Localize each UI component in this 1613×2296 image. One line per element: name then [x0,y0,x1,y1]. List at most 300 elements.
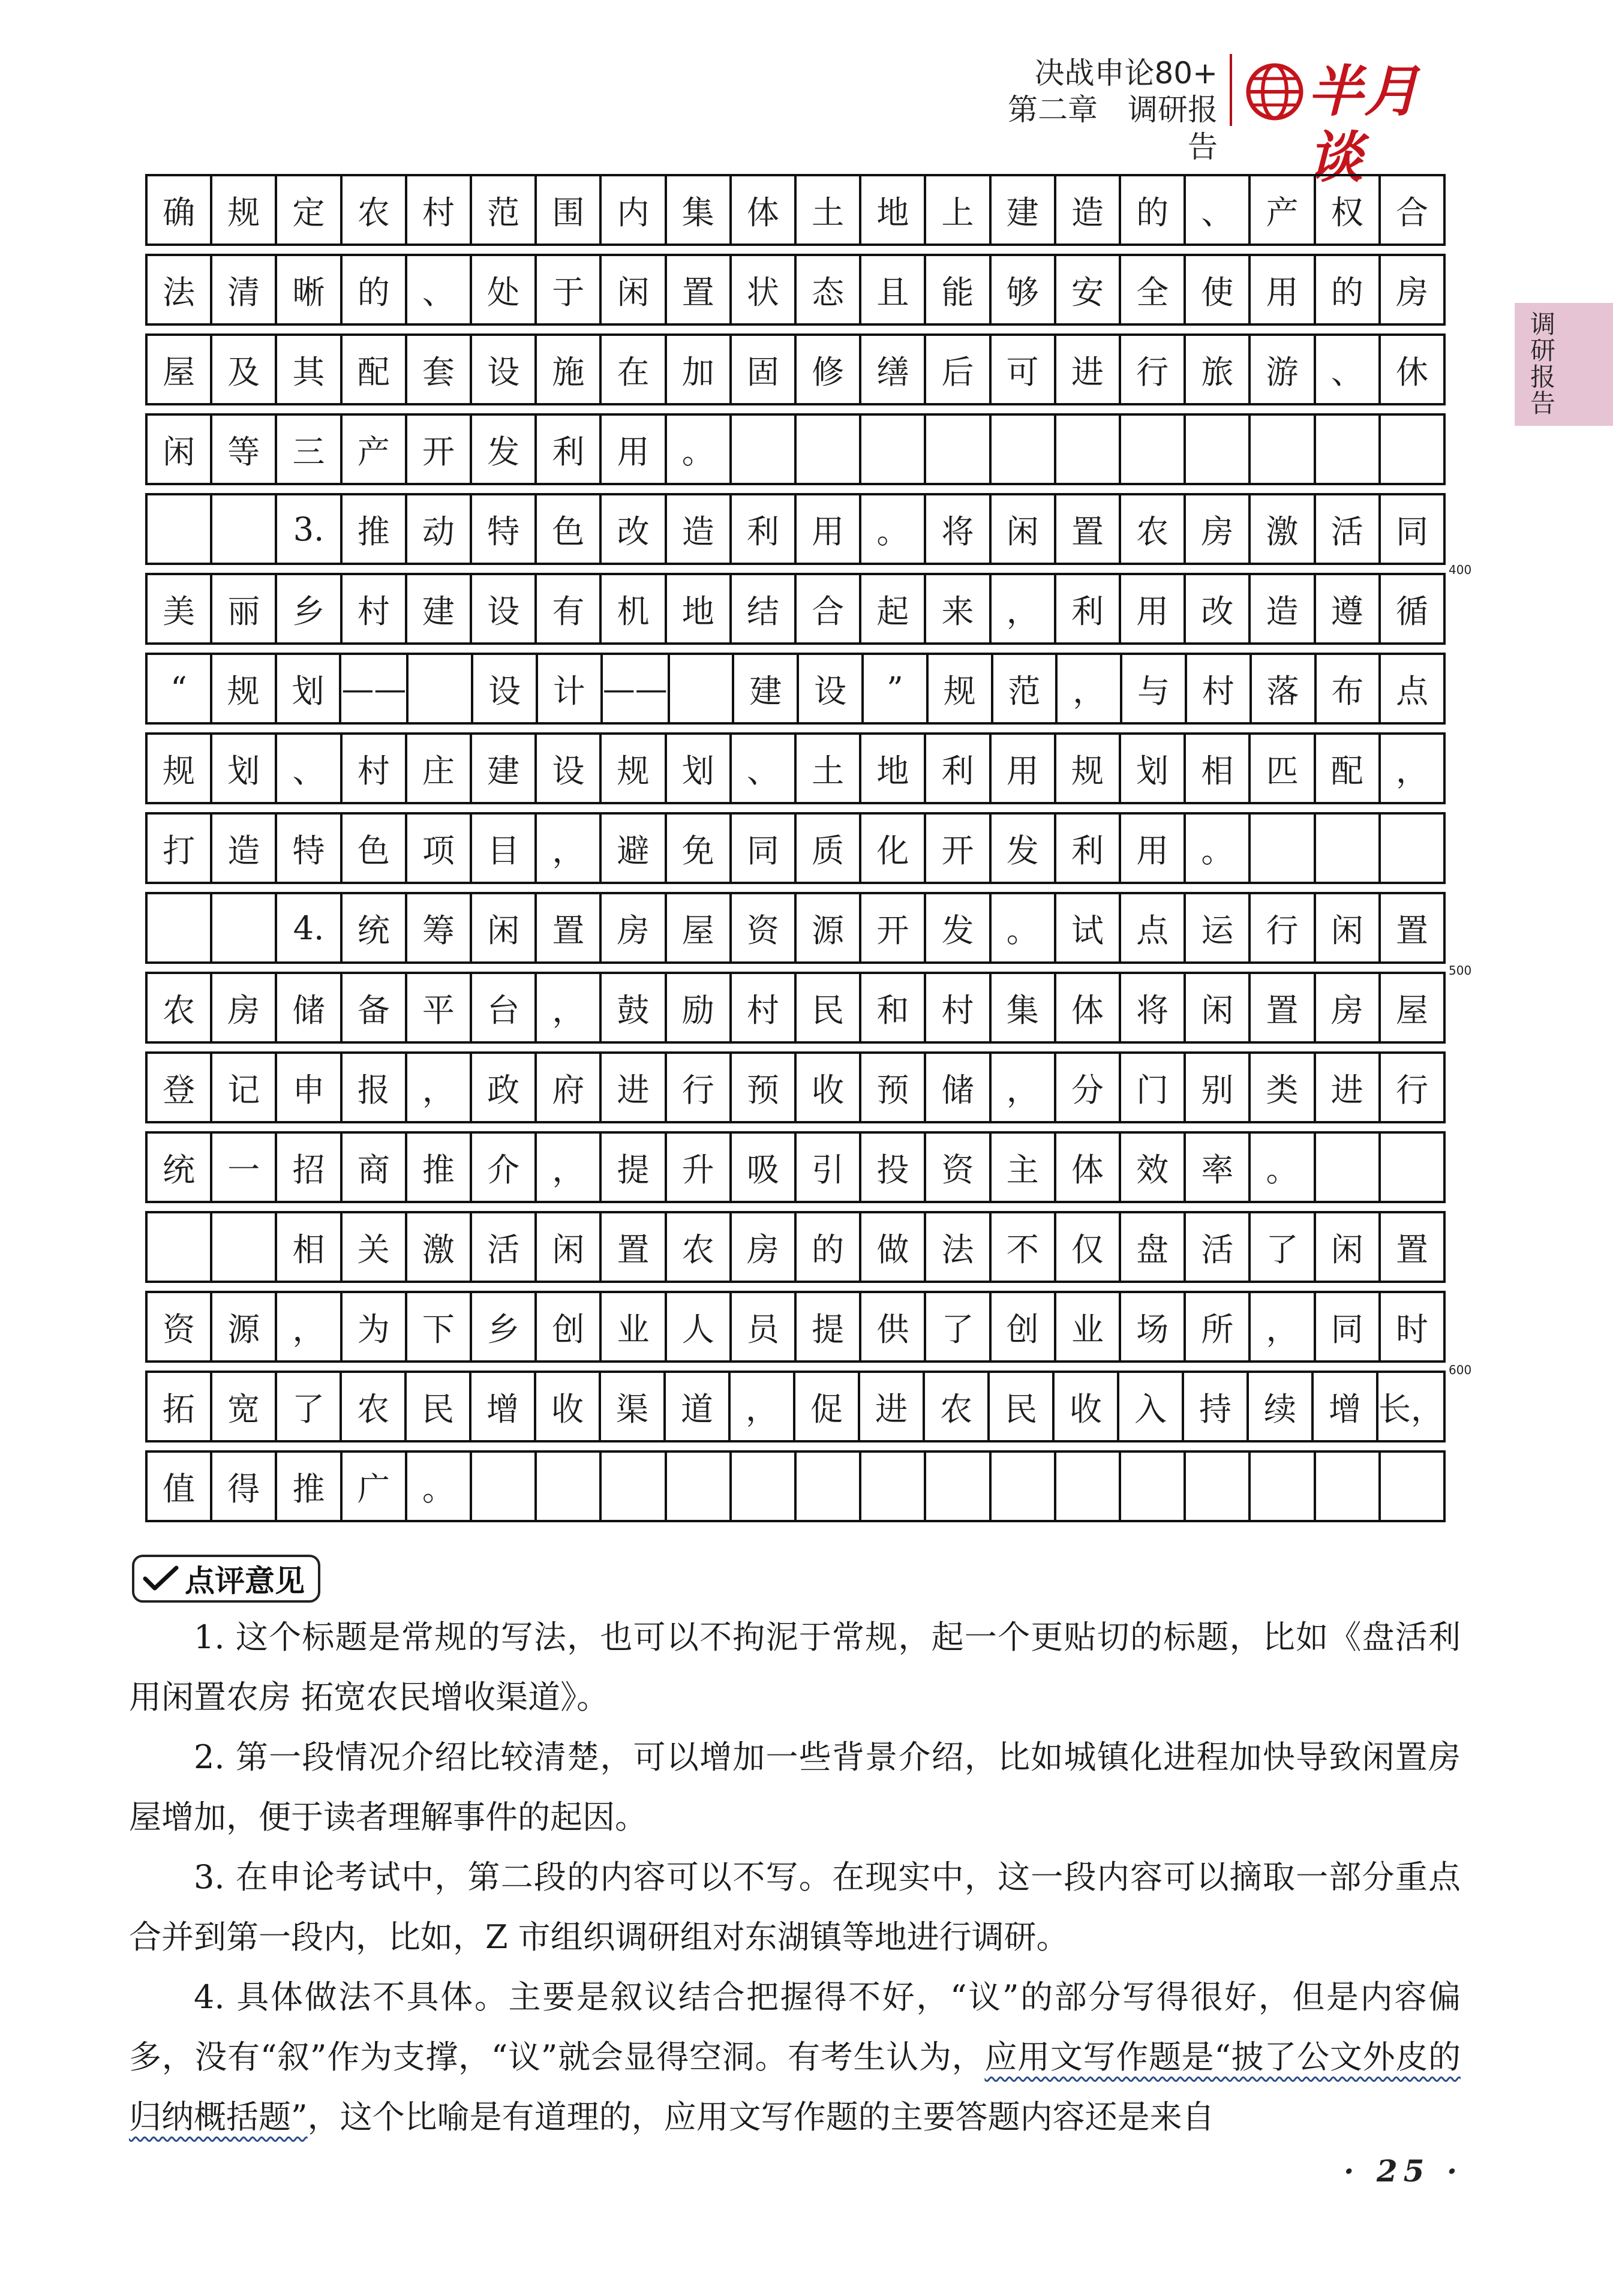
grid-cell: 利 [537,416,602,483]
grid-cell: 闲 [472,894,537,961]
grid-cell: 用 [1121,815,1186,882]
grid-cell: 缮 [861,336,926,403]
grid-cell: 申 [277,1054,342,1121]
grid-cell: 关 [343,1213,407,1281]
grid-cell: 得 [212,1453,277,1520]
grid-cell: 固 [732,336,797,403]
grid-cell: 台 [472,974,537,1041]
grid-cell: 分 [1056,1054,1121,1121]
grid-cell: 规 [1056,735,1121,802]
grid-cell: 。 [667,416,732,483]
grid-cell: 置 [1251,974,1315,1041]
grid-cell: 用 [602,416,666,483]
grid-cell: 广 [343,1453,407,1520]
grid-cell: 避 [602,815,666,882]
grid-cell: 法 [148,256,212,323]
header-text [990,55,1218,166]
grid-cell: 的 [797,1213,861,1281]
grid-cell: 结 [732,575,797,642]
grid-cell: 开 [926,815,991,882]
grid-cell: 配 [1316,735,1381,802]
grid-cell: ， [1251,1293,1315,1360]
grid-cell: 地 [861,176,926,244]
grid-cell: 三 [277,416,342,483]
grid-cell: 鼓 [602,974,666,1041]
grid-cell: 后 [926,336,991,403]
grid-cell: 政 [472,1054,537,1121]
grid-cell: 房 [732,1213,797,1281]
grid-cell: 产 [343,416,407,483]
grid-row [145,254,1446,326]
grid-cell: 闲 [1316,894,1381,961]
grid-cell: 投 [861,1134,926,1201]
grid-cell: 造 [1251,575,1315,642]
grid-cell: 效 [1121,1134,1186,1201]
grid-row [145,493,1446,565]
grid-cell: 合 [797,575,861,642]
grid-cell: 产 [1251,176,1315,244]
grid-row [145,1450,1446,1522]
chapter-side-tab [1515,303,1613,426]
grid-cell: 村 [407,176,472,244]
grid-cell: 源 [797,894,861,961]
grid-cell: 休 [1381,336,1446,403]
grid-cell: 造 [212,815,277,882]
grid-cell: 匹 [1251,735,1315,802]
grid-cell: 。 [407,1453,472,1520]
grid-cell: 农 [1121,495,1186,563]
grid-cell: 色 [537,495,602,563]
grid-cell [1381,1134,1446,1201]
grid-cell: 进 [1056,336,1121,403]
grid-cell: 划 [667,735,732,802]
grid-cell [926,416,991,483]
grid-cell: 设 [472,336,537,403]
grid-cell: 布 [1317,655,1381,722]
grid-cell: 、 [732,735,797,802]
globe-icon [1245,62,1305,122]
grid-cell [537,1453,602,1520]
grid-cell: 起 [861,575,926,642]
grid-cell [1316,1453,1381,1520]
grid-cell: 激 [407,1213,472,1281]
grid-cell: 创 [537,1293,602,1360]
book-title: 决战申论80+ [1034,56,1218,91]
grid-cell: 规 [148,735,212,802]
grid-cell: 计 [538,655,603,722]
grid-cell: 运 [1186,894,1251,961]
grid-cell: 收 [797,1054,861,1121]
grid-cell: 等 [212,416,277,483]
grid-cell: 游 [1251,336,1315,403]
grid-cell: 资 [148,1293,212,1360]
comment-p4-highlight: 应用文写作题是“披了公文外皮的归纳概括题” [129,2038,1461,2136]
grid-cell: ， [537,815,602,882]
grid-cell: 发 [472,416,537,483]
grid-cell: 、 [407,256,472,323]
grid-cell: 落 [1252,655,1317,722]
grid-cell: 道 [666,1373,731,1440]
grid-cell: 集 [992,974,1056,1041]
manuscript-grid [145,174,1446,1530]
grid-cell: 农 [342,1373,407,1440]
grid-cell: 在 [602,336,666,403]
grid-cell: ， [992,575,1056,642]
grid-row [145,174,1446,246]
grid-cell: 将 [1121,974,1186,1041]
grid-cell: 闲 [992,495,1056,563]
grid-cell: 房 [212,974,277,1041]
grid-cell: 平 [407,974,472,1041]
grid-cell [732,1453,797,1520]
grid-cell [861,416,926,483]
grid-cell: 活 [472,1213,537,1281]
grid-cell: 报 [343,1054,407,1121]
grid-cell: 预 [732,1054,797,1121]
grid-cell: 闲 [537,1213,602,1281]
grid-cell: 别 [1186,1054,1251,1121]
grid-cell: 开 [407,416,472,483]
grid-cell: 励 [667,974,732,1041]
grid-cell [148,495,212,563]
grid-cell: 、 [1316,336,1381,403]
grid-cell: 有 [537,575,602,642]
grid-cell: 增 [471,1373,536,1440]
grid-row [145,1131,1446,1203]
grid-cell: 村 [343,575,407,642]
grid-cell: 筹 [407,894,472,961]
grid-cell: 机 [602,575,666,642]
grid-cell: 定 [277,176,342,244]
grid-cell: ， [537,974,602,1041]
grid-cell [992,416,1056,483]
grid-cell: 村 [343,735,407,802]
grid-cell: 发 [992,815,1056,882]
grid-cell: 资 [926,1134,991,1201]
grid-cell: ， [407,1054,472,1121]
word-count-mark-400: 400 [1449,563,1472,577]
grid-cell: 进 [602,1054,666,1121]
grid-cell [1251,815,1315,882]
grid-cell: 了 [926,1293,991,1360]
grid-cell: 闲 [1316,1213,1381,1281]
grid-cell: 时 [1381,1293,1446,1360]
grid-cell: 。 [992,894,1056,961]
grid-cell: 集 [667,176,732,244]
grid-cell: 的 [1121,176,1186,244]
grid-cell: 丽 [212,575,277,642]
grid-cell: 房 [1186,495,1251,563]
grid-cell: 和 [861,974,926,1041]
grid-cell: 点 [1381,655,1446,722]
grid-cell: 划 [212,735,277,802]
grid-cell: 渠 [601,1373,666,1440]
grid-cell: 利 [732,495,797,563]
grid-cell [1121,1453,1186,1520]
grid-cell: 4. [277,894,342,961]
grid-cell: 用 [797,495,861,563]
grid-cell: 确 [148,176,212,244]
grid-cell: 业 [1056,1293,1121,1360]
grid-cell: 创 [992,1293,1056,1360]
grid-cell: 的 [1316,256,1381,323]
grid-row [145,413,1446,485]
grid-cell: 土 [797,176,861,244]
grid-cell: ， [731,1373,795,1440]
grid-cell: “ [148,655,212,722]
grid-cell: 盘 [1121,1213,1186,1281]
grid-cell: 循 [1381,575,1446,642]
grid-cell [212,894,277,961]
grid-cell: 动 [407,495,472,563]
grid-cell: 屋 [148,336,212,403]
grid-cell: 长， [1378,1373,1446,1440]
grid-cell: 置 [1381,1213,1446,1281]
chapter-title: 第二章 调研报告 [1008,92,1218,164]
grid-cell [992,1453,1056,1520]
grid-cell: 促 [795,1373,860,1440]
grid-cell: 及 [212,336,277,403]
grid-row [145,1051,1446,1123]
grid-cell: 其 [277,336,342,403]
grid-cell: 门 [1121,1054,1186,1121]
grid-cell: 建 [992,176,1056,244]
grid-cell: 晰 [277,256,342,323]
grid-cell: 发 [926,894,991,961]
grid-cell: 房 [1381,256,1446,323]
grid-cell: 全 [1121,256,1186,323]
grid-cell: 旅 [1186,336,1251,403]
grid-cell: 类 [1251,1054,1315,1121]
grid-cell: 为 [343,1293,407,1360]
grid-cell: 。 [1186,815,1251,882]
grid-cell: 划 [1121,735,1186,802]
grid-cell: 农 [148,974,212,1041]
grid-cell: 造 [1056,176,1121,244]
grid-cell: 造 [667,495,732,563]
grid-row [145,1371,1446,1442]
grid-cell: ， [1058,655,1122,722]
grid-cell: 活 [1316,495,1381,563]
grid-cell: 配 [343,336,407,403]
grid-cell: 增 [1314,1373,1378,1440]
grid-cell: 加 [667,336,732,403]
brand-logo [1245,59,1473,190]
grid-cell: 行 [1121,336,1186,403]
grid-cell: 入 [1119,1373,1184,1440]
grid-cell: 提 [602,1134,666,1201]
grid-cell [797,1453,861,1520]
grid-cell: 安 [1056,256,1121,323]
grid-cell: 用 [1121,575,1186,642]
grid-cell: 了 [1251,1213,1315,1281]
grid-cell: 使 [1186,256,1251,323]
grid-cell: 房 [1316,974,1381,1041]
grid-cell: 建 [407,575,472,642]
grid-cell: 法 [926,1213,991,1281]
word-count-mark-600: 600 [1449,1363,1472,1377]
grid-cell: 记 [212,1054,277,1121]
grid-cell: 业 [602,1293,666,1360]
grid-cell: 合 [1381,176,1446,244]
grid-cell: 围 [537,176,602,244]
grid-cell: 权 [1316,176,1381,244]
grid-cell: 府 [537,1054,602,1121]
grid-cell [148,894,212,961]
grid-cell: 规 [212,655,277,722]
comment-body [129,1607,1461,2147]
grid-cell: 将 [926,495,991,563]
header-divider [1230,54,1232,126]
grid-cell: 可 [992,336,1056,403]
grid-cell: 预 [861,1054,926,1121]
grid-cell: 用 [1251,256,1315,323]
grid-cell: 置 [602,1213,666,1281]
grid-cell: 员 [732,1293,797,1360]
grid-cell [1316,815,1381,882]
grid-cell: 置 [1056,495,1121,563]
grid-cell: 同 [1381,495,1446,563]
grid-cell [1186,416,1251,483]
grid-cell: 值 [148,1453,212,1520]
comment-paragraph-3: 3. 在申论考试中，第二段的内容可以不写。在现实中，这一段内容可以摘取一部分重点合并到第一段内，比如，Z 市组织调研组对东湖镇等地进行调研。 [129,1858,1461,1956]
grid-cell: 所 [1186,1293,1251,1360]
grid-cell: ” [864,655,929,722]
grid-cell: 闲 [602,256,666,323]
grid-cell: 内 [602,176,666,244]
grid-cell: 不 [992,1213,1056,1281]
grid-cell: 吸 [732,1134,797,1201]
grid-cell: 农 [667,1213,732,1281]
grid-cell: 范 [993,655,1058,722]
grid-cell: 套 [407,336,472,403]
grid-cell: 场 [1121,1293,1186,1360]
grid-cell: 与 [1122,655,1187,722]
grid-row [145,573,1446,645]
grid-row [145,1291,1446,1363]
grid-cell: 进 [1316,1054,1381,1121]
grid-cell: 民 [990,1373,1055,1440]
grid-cell: 行 [1251,894,1315,961]
grid-cell: 持 [1184,1373,1249,1440]
grid-cell: 升 [667,1134,732,1201]
grid-cell: 处 [472,256,537,323]
grid-cell: 能 [926,256,991,323]
grid-cell: 同 [732,815,797,882]
grid-cell [797,416,861,483]
comment-p4-start: 4. 具体做法不具体。主要是叙议结合把握得不好，“议”的部分写得很好，但是内容偏多，没有“叙”作为支撑，“议”就会显得空洞。有考生认为， [129,1978,1461,2076]
grid-cell: 利 [926,735,991,802]
side-tab-label: 调研报告 [1530,309,1555,418]
grid-cell: 修 [797,336,861,403]
grid-cell: 相 [1186,735,1251,802]
grid-cell: 来 [926,575,991,642]
comment-p4-end: ，这个比喻是有道理的，应用文写作题的主要答题内容还是来自 [307,2098,1215,2136]
grid-cell [1056,416,1121,483]
grid-cell: 资 [732,894,797,961]
grid-cell: 建 [472,735,537,802]
grid-cell: 够 [992,256,1056,323]
grid-cell: 村 [732,974,797,1041]
grid-cell: 活 [1186,1213,1251,1281]
grid-cell: 民 [797,974,861,1041]
grid-row [145,892,1446,964]
page-number: · 25 · [1344,2153,1464,2189]
grid-cell: 清 [212,256,277,323]
grid-cell: 规 [602,735,666,802]
grid-cell: 进 [860,1373,925,1440]
grid-cell: 仅 [1056,1213,1121,1281]
grid-cell: 设 [799,655,864,722]
grid-cell: 下 [407,1293,472,1360]
grid-cell [667,1453,732,1520]
grid-cell: 特 [472,495,537,563]
grid-cell: 统 [343,894,407,961]
grid-cell: 改 [1186,575,1251,642]
grid-cell: 体 [1056,1134,1121,1201]
grid-cell: 于 [537,256,602,323]
grid-cell: 色 [343,815,407,882]
grid-cell: 利 [1056,575,1121,642]
grid-cell: 设 [537,735,602,802]
grid-cell: 宽 [212,1373,277,1440]
grid-cell [670,655,735,722]
grid-cell: 的 [343,256,407,323]
grid-cell: 率 [1186,1134,1251,1201]
grid-cell: 设 [472,575,537,642]
grid-cell: 村 [926,974,991,1041]
grid-cell: 招 [277,1134,342,1201]
grid-cell: ， [992,1054,1056,1121]
grid-cell: 施 [537,336,602,403]
grid-cell [1251,1453,1315,1520]
grid-cell: 房 [602,894,666,961]
grid-cell [1056,1453,1121,1520]
grid-cell: 置 [1381,894,1446,961]
grid-cell: 激 [1251,495,1315,563]
grid-cell [1186,1453,1251,1520]
grid-cell: 农 [925,1373,990,1440]
grid-cell: 续 [1249,1373,1314,1440]
grid-cell: 统 [148,1134,212,1201]
grid-cell [472,1453,537,1520]
grid-cell: ， [1381,735,1446,802]
grid-cell: 村 [1187,655,1252,722]
grid-cell: 改 [602,495,666,563]
grid-cell: 特 [277,815,342,882]
grid-cell: 商 [343,1134,407,1201]
grid-cell: 状 [732,256,797,323]
grid-cell [1381,1453,1446,1520]
grid-cell: 、 [1186,176,1251,244]
grid-cell: 推 [343,495,407,563]
grid-cell: 行 [1381,1054,1446,1121]
grid-cell: 项 [407,815,472,882]
grid-cell: 庄 [407,735,472,802]
grid-cell: 主 [992,1134,1056,1201]
grid-cell: 土 [797,735,861,802]
grid-cell [148,1213,212,1281]
comment-title-text: 点评意见 [185,1564,305,1598]
grid-cell: 划 [277,655,342,722]
grid-cell: 质 [797,815,861,882]
grid-cell: 人 [667,1293,732,1360]
grid-cell: 、 [277,735,342,802]
grid-cell: 试 [1056,894,1121,961]
grid-row [145,732,1446,804]
word-count-mark-500: 500 [1449,963,1472,978]
comment-section-title [132,1555,320,1603]
